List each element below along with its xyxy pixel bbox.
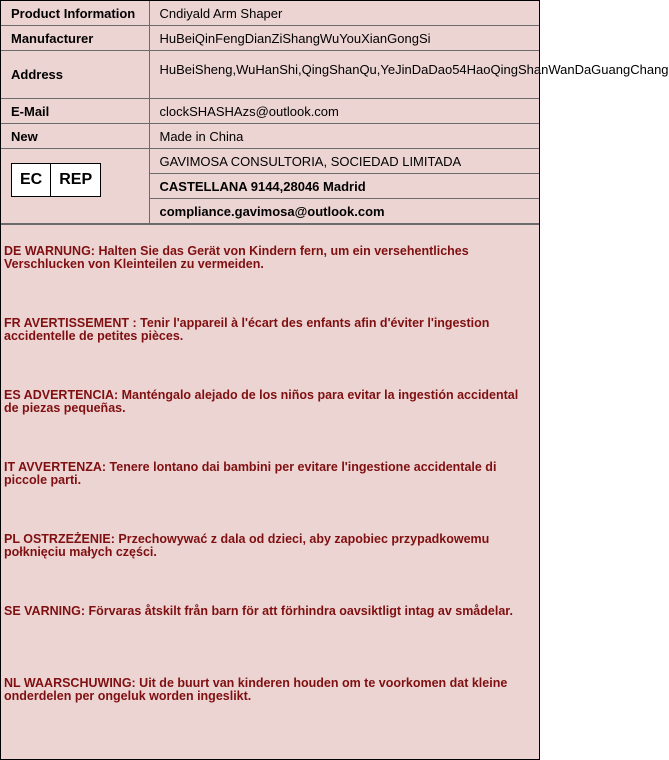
product-value: Cndiyald Arm Shaper (149, 1, 539, 26)
new-label: New (1, 124, 149, 149)
row-address (1, 51, 539, 99)
rep-text: REP (50, 164, 100, 196)
warning-it: IT AVVERTENZA: Tenere lontano dai bambini per evitare l'ingestione accidentale di piccole parti. (4, 460, 497, 487)
row-ec-rep-company (1, 149, 539, 174)
row-new (1, 124, 539, 149)
address-label: Address (1, 51, 149, 99)
warning-pl: PL OSTRZEŻENIE: Przechowywać z dala od dzieci, aby zapobiec przypadkowemu połknięciu małych części. (4, 532, 490, 559)
new-value: Made in China (149, 124, 539, 149)
ec-rep-cell (1, 149, 149, 224)
product-label: Product Information (1, 1, 149, 26)
warnings-section (1, 224, 539, 703)
ec-rep-company: GAVIMOSA CONSULTORIA, SOCIEDAD LIMITADA (149, 149, 539, 174)
warning-se: SE VARNING: Förvaras åtskilt från barn för att förhindra oavsiktligt intag av smådelar. (4, 604, 513, 618)
email-value: clockSHASHAzs@outlook.com (149, 99, 539, 124)
warning-es: ES ADVERTENCIA: Manténgalo alejado de los niños para evitar la ingestión accidental de piezas pequeñas. (4, 388, 519, 415)
ec-rep-street: CASTELLANA 9144,28046 Madrid (149, 174, 539, 199)
manufacturer-value: HuBeiQinFengDianZiShangWuYouXianGongSi (149, 26, 539, 51)
warning-nl: NL WAARSCHUWING: Uit de buurt van kinderen houden om te voorkomen dat kleine onderdelen per ongeluk worden ingeslikt. (4, 676, 508, 703)
product-info-table (1, 1, 669, 224)
row-manufacturer (1, 26, 539, 51)
manufacturer-label: Manufacturer (1, 26, 149, 51)
row-product (1, 1, 539, 26)
ec-text: EC (20, 171, 43, 188)
row-email (1, 99, 539, 124)
warning-fr: FR AVERTISSEMENT : Tenir l'appareil à l'écart des enfants afin d'éviter l'ingestion accidentelle de petites pièces. (4, 316, 490, 343)
warning-de: DE WARNUNG: Halten Sie das Gerät von Kindern fern, um ein versehentliches Verschlucken von Kleinteilen zu vermeiden. (4, 244, 469, 271)
address-value: HuBeiSheng,WuHanShi,QingShanQu,YeJinDaDao54HaoQingShanWanDaGuangChang (149, 51, 539, 99)
ec-rep-symbol (11, 163, 101, 197)
ec-rep-email-link[interactable]: compliance.gavimosa@outlook.com (149, 199, 539, 224)
email-label: E-Mail (1, 99, 149, 124)
